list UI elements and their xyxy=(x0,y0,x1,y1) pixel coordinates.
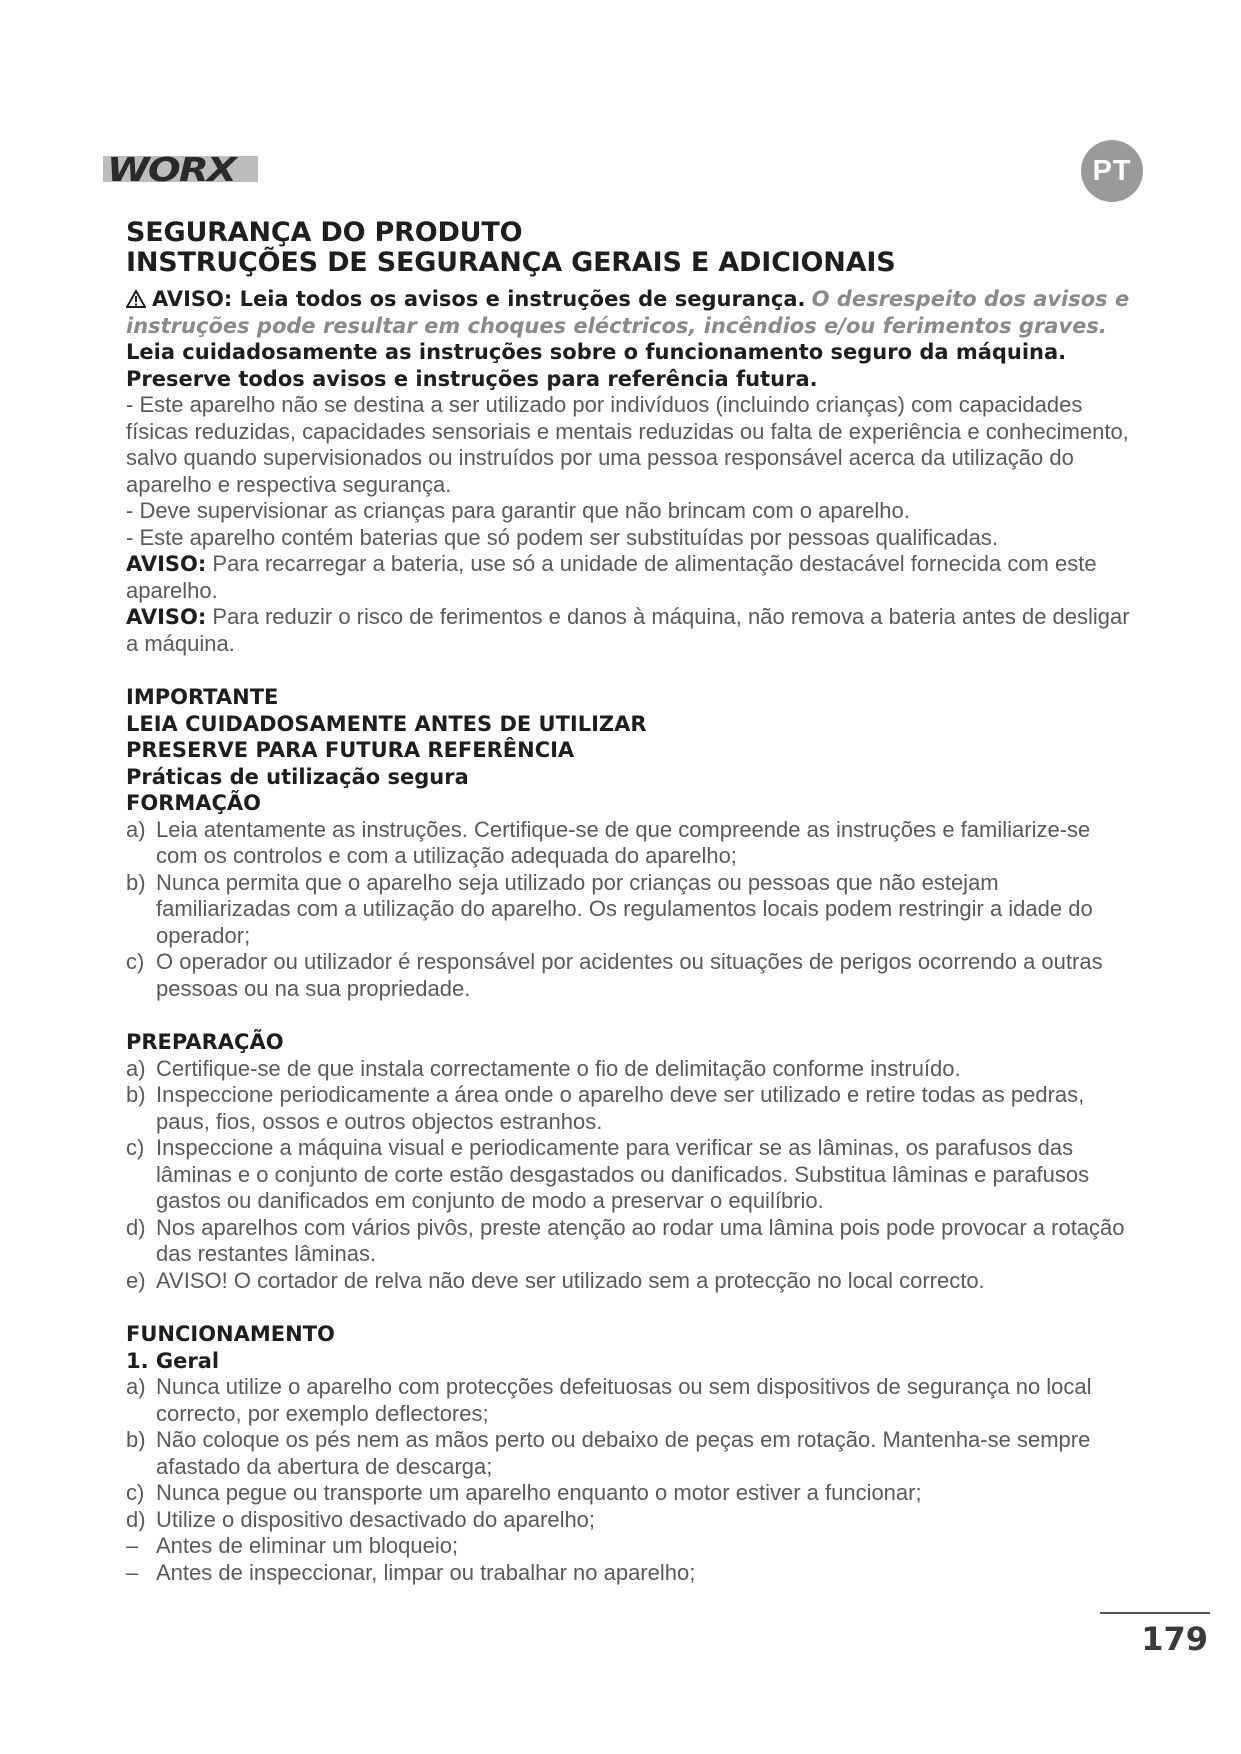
list-item: d) Nos aparelhos com vários pivôs, preste atenção ao rodar uma lâmina pois pode provocar a rotação das restantes lâminas. xyxy=(126,1214,1125,1266)
list-item: a) Leia atentamente as instruções. Certifique-se de que compreende as instruções e familiarize-se com os controlos e com a utilização adequada do aparelho; xyxy=(126,816,1091,868)
list-item: b) Nunca permita que o aparelho seja utilizado por crianças ou pessoas que não estejam familiarizadas com a utilização do aparelho. Os regulamentos locais podem restringir a idade do operador; xyxy=(126,869,1093,948)
list-item: c) O operador ou utilizador é responsável por acidentes ou situações de perigos ocorrendo a outras pessoas ou na sua propriedade. xyxy=(126,949,1103,1001)
paragraph: - Este aparelho não se destina a ser utilizado por indivíduos (incluindo crianças) com capacidades físicas reduzidas, capacidades sensoriais e mentais reduzidas ou falta de experiência e conhecimento, salvo quando supervisionados ou instruídos por uma pessoa responsável acerca da utilização do aparelho e respectiva segurança. xyxy=(126,392,1129,497)
funcionamento-list xyxy=(126,1374,1136,1586)
warning-consequence: O desrespeito dos avisos e instruções pode resultar em choques eléctricos, incêndios e/ou ferimentos graves. xyxy=(126,287,1130,338)
removal-warning: AVISO: Para reduzir o risco de ferimentos e danos à máquina, não remova a bateria antes de desligar a máquina. xyxy=(126,604,1130,656)
warning-triangle-icon xyxy=(126,290,146,308)
general-warning xyxy=(126,286,1136,339)
page-number-rule xyxy=(1100,1612,1210,1614)
preserve-instructions-note: Preserve todos avisos e instruções para referência futura. xyxy=(126,366,818,391)
important-read-carefully: LEIA CUIDADOSAMENTE ANTES DE UTILIZAR xyxy=(126,711,647,736)
funcionamento-heading: FUNCIONAMENTO xyxy=(126,1322,335,1346)
list-item: a) Nunca utilize o aparelho com protecções defeituosas ou sem dispositivos de segurança no local correcto, por exemplo deflectores; xyxy=(126,1374,1092,1426)
important-heading: IMPORTANTE xyxy=(126,685,279,709)
worx-logo xyxy=(103,150,258,186)
geral-subheading: 1. Geral xyxy=(126,1348,220,1373)
list-item: d) Utilize o dispositivo desactivado do aparelho; xyxy=(126,1506,596,1532)
section-subtitle: INSTRUÇÕES DE SEGURANÇA GERAIS E ADICIONAIS xyxy=(126,247,896,278)
list-item: b) Não coloque os pés nem as mãos perto ou debaixo de peças em rotação. Mantenha-se sempre afastado da abertura de descarga; xyxy=(126,1427,1091,1479)
battery-warning: AVISO: Para recarregar a bateria, use só a unidade de alimentação destacável fornecida com este aparelho. xyxy=(126,551,1097,603)
paragraph: - Deve supervisionar as crianças para garantir que não brincam com o aparelho. xyxy=(126,498,910,523)
page-number: 179 xyxy=(1141,1620,1208,1658)
formacao-list xyxy=(126,817,1136,1003)
warning-label: AVISO: Leia todos os avisos e instruções de segurança. xyxy=(152,287,806,311)
preparacao-heading: PREPARAÇÃO xyxy=(126,1030,284,1054)
safe-practices-heading: Práticas de utilização segura xyxy=(126,764,469,789)
paragraph: - Este aparelho contém baterias que só podem ser substituídas por pessoas qualificadas. xyxy=(126,524,998,550)
list-item: a) Certifique-se de que instala correctamente o fio de delimitação conforme instruído. xyxy=(126,1055,961,1081)
section-title: SEGURANÇA DO PRODUTO xyxy=(126,217,523,248)
formacao-heading: FORMAÇÃO xyxy=(126,791,262,815)
read-instructions-note: Leia cuidadosamente as instruções sobre o funcionamento seguro da máquina. xyxy=(126,340,1067,364)
list-item: e) AVISO! O cortador de relva não deve ser utilizado sem a protecção no local correcto. xyxy=(126,1267,985,1293)
list-item: c) Nunca pegue ou transporte um aparelho enquanto o motor estiver a funcionar; xyxy=(126,1480,922,1505)
list-item: – Antes de inspeccionar, limpar ou trabalhar no aparelho; xyxy=(126,1559,696,1585)
important-preserve: PRESERVE PARA FUTURA REFERÊNCIA xyxy=(126,738,575,762)
logo-text: WORX xyxy=(107,150,239,186)
language-badge: PT xyxy=(1081,140,1143,202)
list-item: b) Inspeccione periodicamente a área onde o aparelho deve ser utilizado e retire todas as pedras, paus, fios, ossos e outros objectos estranhos. xyxy=(126,1082,1085,1134)
list-item: c) Inspeccione a máquina visual e periodicamente para verificar se as lâminas, os parafusos das lâminas e o conjunto de corte estão desgastados ou danificados. Substitua lâminas e parafusos gastos ou danificados em conjunto de modo a preservar o equilíbrio. xyxy=(126,1135,1090,1213)
preparacao-list xyxy=(126,1056,1136,1295)
document-body xyxy=(126,218,1136,1586)
list-item: – Antes de eliminar um bloqueio; xyxy=(126,1533,459,1558)
